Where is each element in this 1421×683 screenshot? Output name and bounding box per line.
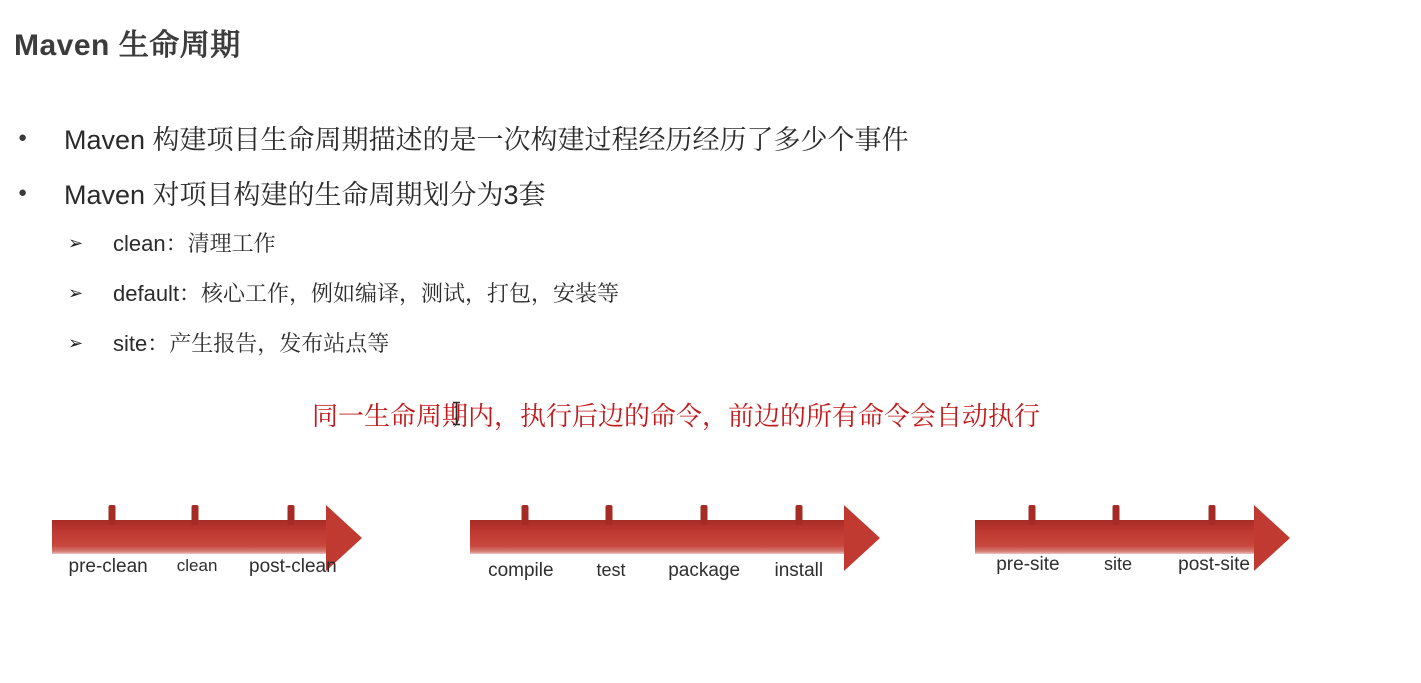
phase-tick: [605, 505, 612, 525]
sub-bullet-item: [68, 227, 276, 258]
lifecycle-default-diagram: [470, 503, 880, 593]
sub-bullet-text: default：核心工作，例如编译，测试，打包，安装等: [113, 281, 620, 306]
phase-label: package: [668, 560, 741, 581]
arrow-bullet-icon: ➢: [68, 282, 84, 303]
phase-tick: [795, 505, 802, 525]
bullet-dot-icon: ●: [18, 184, 28, 201]
arrow-bullet-icon: ➢: [68, 232, 84, 253]
arrow-shaft: [470, 520, 847, 554]
phase-label: compile: [488, 560, 554, 581]
phase-tick: [521, 505, 528, 525]
phase-label: clean: [176, 556, 218, 575]
arrow-shaft: [52, 520, 329, 554]
bullet-item: [18, 173, 546, 212]
phase-tick: [1113, 505, 1120, 525]
arrow-bullet-icon: ➢: [68, 332, 84, 353]
highlight-note: 同一生命周期内，执行后边的命令，前边的所有命令会自动执行: [311, 401, 1040, 431]
sub-bullet-text: site：产生报告，发布站点等: [113, 331, 390, 356]
arrow-head: [844, 505, 880, 571]
phase-tick: [1208, 505, 1215, 525]
phase-label: pre-site: [996, 554, 1060, 575]
phase-label: pre-clean: [68, 556, 148, 577]
sub-bullet-item: [68, 277, 619, 308]
phase-label: test: [596, 560, 626, 580]
phase-tick: [109, 505, 116, 525]
text-cursor-icon: [451, 401, 462, 426]
phase-label: post-clean: [249, 556, 337, 577]
sub-bullet-text: clean：清理工作: [113, 231, 276, 256]
lifecycle-clean-diagram: [52, 503, 362, 593]
page-title: Maven 生命周期: [14, 29, 241, 62]
bullet-dot-icon: ●: [18, 129, 28, 146]
bullet-item: [18, 118, 909, 157]
sub-bullet-item: [68, 327, 389, 358]
lifecycle-site-diagram: [975, 503, 1290, 593]
arrow-head: [1254, 505, 1290, 571]
phase-label: site: [1103, 554, 1133, 574]
phase-label: install: [774, 560, 824, 581]
bullet-text: Maven 对项目构建的生命周期划分为3套: [64, 180, 546, 210]
bullet-text: Maven 构建项目生命周期描述的是一次构建过程经历经历了多少个事件: [64, 125, 909, 155]
phase-tick: [288, 505, 295, 525]
phase-tick: [191, 505, 198, 525]
phase-tick: [1029, 505, 1036, 525]
arrow-shaft: [975, 520, 1257, 554]
phase-tick: [701, 505, 708, 525]
phase-label: post-site: [1178, 554, 1250, 575]
